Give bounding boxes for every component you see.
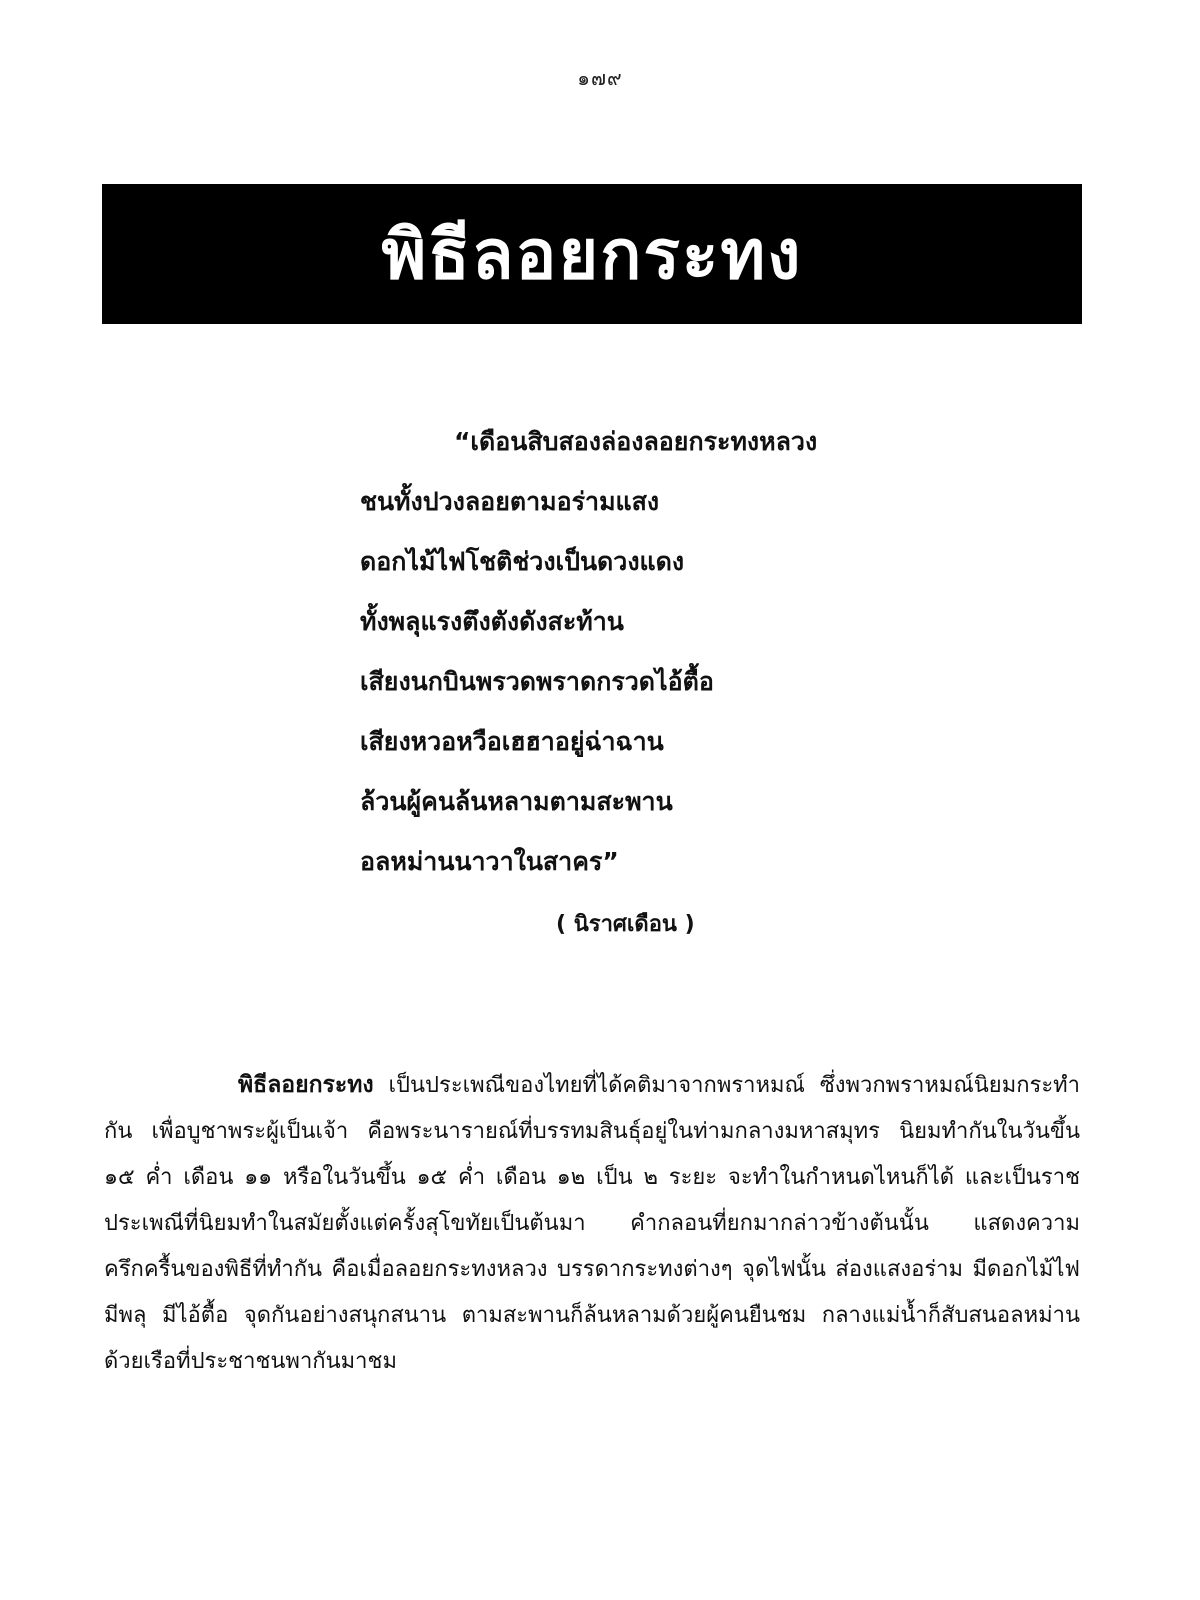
page-title: พิธีลอยกระทง bbox=[381, 216, 803, 295]
poem-source: ( นิราศเดือน ) bbox=[556, 912, 695, 937]
body-text: เป็นประเพณีของไทยที่ได้คติมาจากพราหมณ์ ซึ่งพวกพราหมณ์นิยมกระทำกัน เพื่อบูชาพระผู้เป็นเจ้า คือพระนารายณ์ที่บรรทมสินธุ์อยู่ในท่ามกลางมหาสมุทร นิยมทำกันในวันขึ้น ๑๕ ค่ำ เดือน ๑๑ หรือในวันขึ้น ๑๕ ค่ำ เดือน ๑๒ เป็น ๒ ระยะ จะทำในกำหนดไหนก็ได้ และเป็นราชประเพณีที่นิยมทำในสมัยตั้งแต่ครั้งสุโขทัยเป็นต้นมา คำกลอนที่ยกมากล่าวข้างต้นนั้น แสดงความครึกครื้นของพิธีที่ทำกัน คือเมื่อลอยกระทงหลวง บรรดากระทงต่างๆ จุดไฟนั้น ส่องแสงอร่าม มีดอกไม้ไฟ มีพลุ มีไอ้ตื้อ จุดกันอย่างสนุกสนาน ตามสะพานก็ล้นหลามด้วยผู้คนยืนชม กลางแม่น้ำก็สับสนอลหม่านด้วยเรือที่ประชาชนพากันมาชม bbox=[104, 1073, 1080, 1374]
poem-line: “เดือนสิบสองล่องลอยกระทงหลวง bbox=[454, 427, 818, 456]
poem-line: ทั้งพลุแรงตึงตังดังสะท้าน bbox=[360, 607, 624, 636]
poem-line: อลหม่านนาวาในสาคร” bbox=[360, 847, 619, 876]
body-paragraph bbox=[104, 1062, 1080, 1385]
poem-line: เสียงนกบินพรวดพราดกรวดไอ้ตื้อ bbox=[360, 667, 714, 696]
poem-line: เสียงหวอหวือเฮฮาอยู่ฉ่าฉาน bbox=[360, 727, 664, 756]
poem-line: ชนทั้งปวงลอยตามอร่ามแสง bbox=[360, 487, 660, 516]
poem-line: ล้วนผู้คนล้นหลามตามสะพาน bbox=[360, 787, 673, 816]
page-number: ๑๗๙ bbox=[577, 66, 623, 90]
lead-term: พิธีลอยกระทง bbox=[238, 1072, 374, 1098]
poem-line: ดอกไม้ไฟโชติช่วงเป็นดวงแดง bbox=[360, 547, 685, 576]
